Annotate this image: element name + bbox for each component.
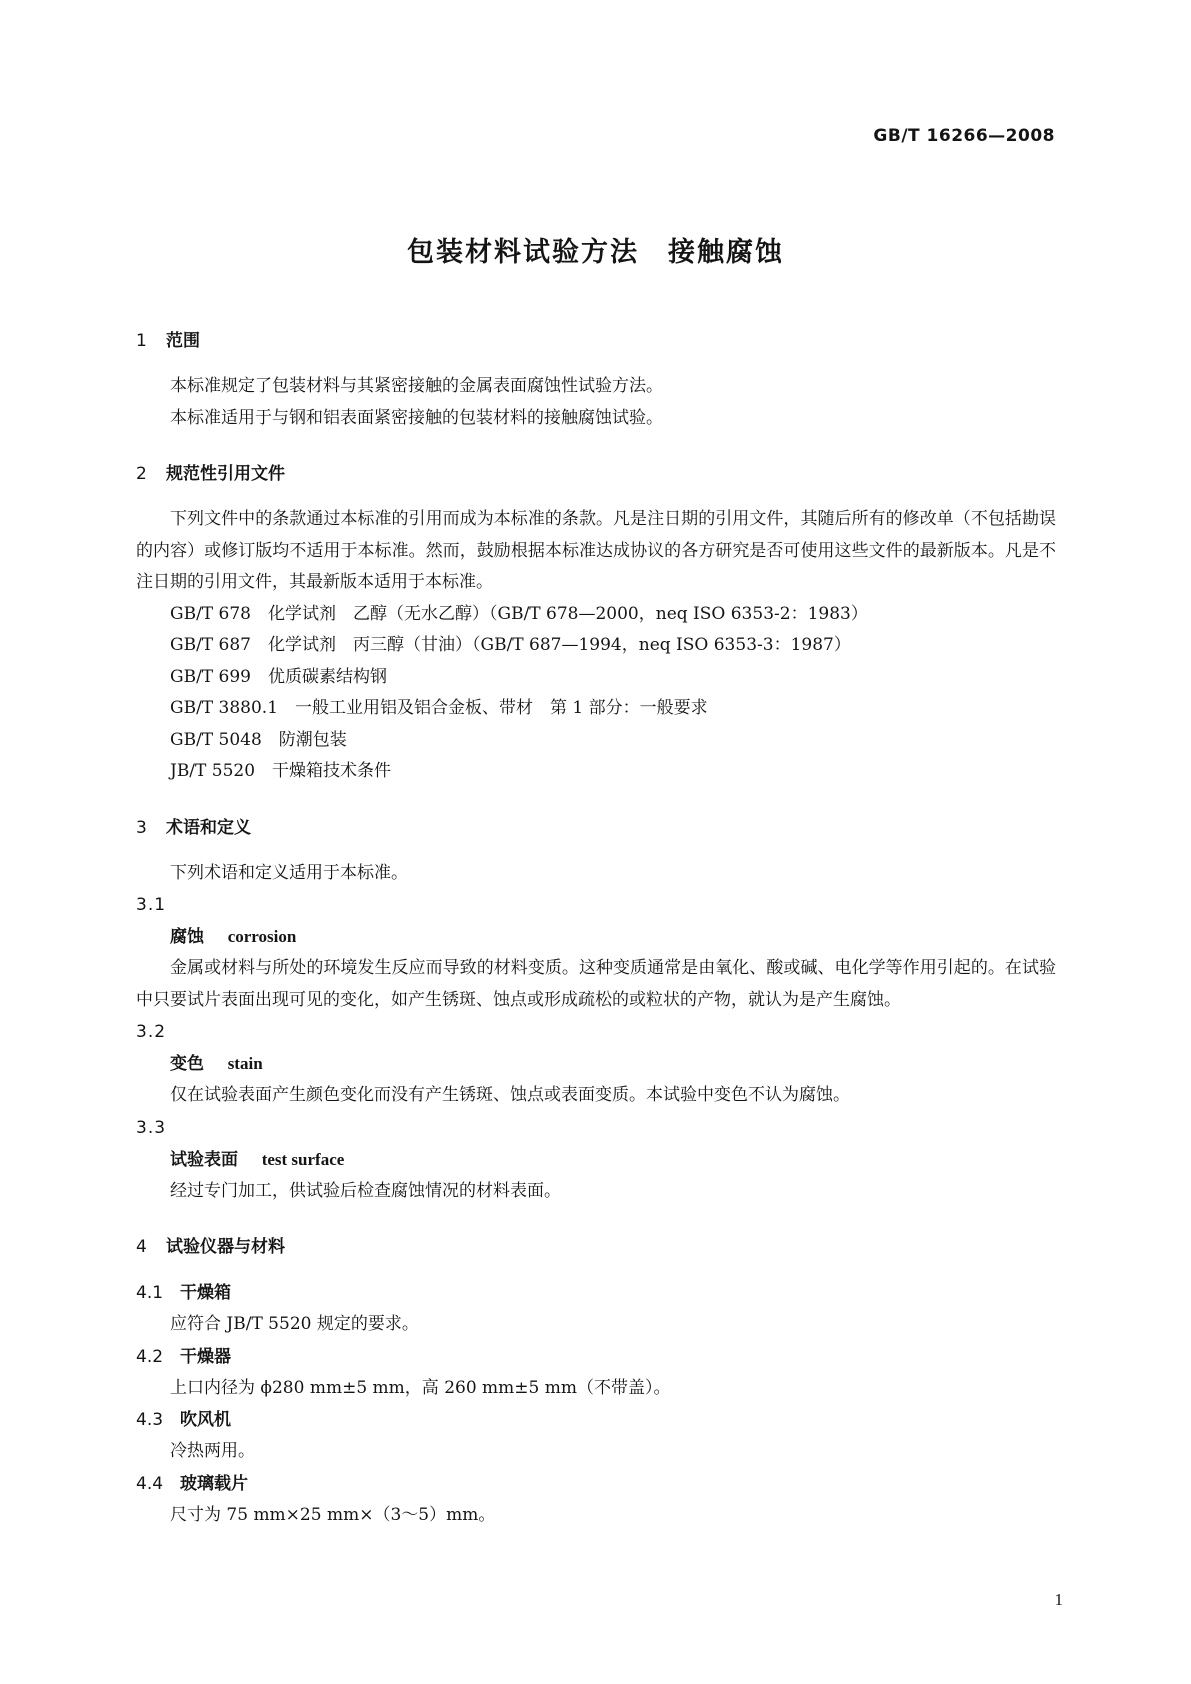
standard-number: GB/T 16266—2008 <box>873 126 1055 146</box>
term-heading <box>136 921 1056 953</box>
subsection-text: 应符合 JB/T 5520 规定的要求。 <box>170 1314 419 1334</box>
subsection-title: 玻璃载片 <box>180 1473 248 1494</box>
clause-number: 3.3 <box>136 1117 167 1138</box>
subsection-number: 4.3 <box>136 1410 164 1430</box>
section-2-heading <box>136 458 1056 490</box>
document-title: 包装材料试验方法 接触腐蚀 <box>407 237 784 268</box>
reference-item: GB/T 699 优质碳素结构钢 <box>170 666 387 687</box>
subsection-title: 干燥箱 <box>180 1283 231 1303</box>
paragraph: 本标准规定了包装材料与其紧密接触的金属表面腐蚀性试验方法。 <box>170 376 663 396</box>
subsection-number: 4.4 <box>136 1473 164 1494</box>
term-definition: 仅在试验表面产生颜色变化而没有产生锈斑、蚀点或表面变质。本试验中变色不认为腐蚀。 <box>170 1085 850 1105</box>
term-heading <box>136 1144 1056 1176</box>
clause-number: 3.2 <box>136 1022 167 1042</box>
paragraph: 下列术语和定义适用于本标准。 <box>170 862 408 883</box>
subsection-text: 尺寸为 75 mm×25 mm×（3～5）mm。 <box>170 1504 496 1525</box>
reference-item: GB/T 5048 防潮包装 <box>170 729 347 750</box>
term-definition: 金属或材料与所处的环境发生反应而导致的材料变质。这种变质通常是由氧化、酸或碱、电化学等作用引起的。在试验中只要试片表面出现可见的变化，如产生锈斑、蚀点或形成疏松的或粒状的产物，就认为是产生腐蚀。 <box>136 958 1056 1010</box>
term-en: corrosion <box>227 927 297 946</box>
section-1-heading <box>136 325 1056 357</box>
subsection-text: 冷热两用。 <box>170 1441 255 1461</box>
reference-item: JB/T 5520 干燥箱技术条件 <box>170 761 392 781</box>
section-title: 范围 <box>166 331 200 351</box>
subsection-heading <box>136 1404 1056 1436</box>
section-title: 术语和定义 <box>166 817 251 838</box>
subsection-text: 上口内径为 ϕ280 mm±5 mm，高 260 mm±5 mm（不带盖）。 <box>170 1377 671 1398</box>
term-en: stain <box>227 1054 263 1073</box>
paragraph: 本标准适用于与钢和铝表面紧密接触的包装材料的接触腐蚀试验。 <box>170 407 663 428</box>
page-number: 1 <box>1054 1590 1063 1609</box>
section-3-heading <box>136 812 1056 844</box>
subsection-number: 4.1 <box>136 1283 164 1303</box>
term-cn: 变色 <box>170 1054 204 1074</box>
reference-item: GB/T 678 化学试剂 乙醇（无水乙醇）（GB/T 678—2000，neq ISO 6353-2：1983） <box>170 603 868 624</box>
section-number: 2 <box>136 464 147 484</box>
term-definition: 经过专门加工，供试验后检查腐蚀情况的材料表面。 <box>170 1180 561 1201</box>
subsection-heading <box>136 1341 1056 1373</box>
section-title: 试验仪器与材料 <box>166 1237 285 1257</box>
reference-item: GB/T 3880.1 一般工业用铝及铝合金板、带材 第 1 部分：一般要求 <box>170 698 708 718</box>
term-cn: 腐蚀 <box>170 927 204 947</box>
section-4-heading <box>136 1231 1056 1263</box>
section-title: 规范性引用文件 <box>166 464 285 484</box>
subsection-heading <box>136 1277 1056 1309</box>
section-number: 4 <box>136 1237 147 1257</box>
subsection-title: 吹风机 <box>180 1410 231 1430</box>
reference-item: GB/T 687 化学试剂 丙三醇（甘油）（GB/T 687—1994，neq ISO 6353-3：1987） <box>170 635 851 655</box>
section-number: 3 <box>136 817 147 838</box>
section-number: 1 <box>136 331 147 351</box>
term-en: test surface <box>261 1149 345 1169</box>
term-cn: 试验表面 <box>170 1149 238 1170</box>
clause-number: 3.1 <box>136 895 167 915</box>
term-heading <box>136 1048 1056 1080</box>
subsection-title: 干燥器 <box>180 1346 231 1367</box>
subsection-number: 4.2 <box>136 1346 164 1367</box>
document-body <box>136 325 1056 1531</box>
paragraph: 下列文件中的条款通过本标准的引用而成为本标准的条款。凡是注日期的引用文件，其随后所有的修改单（不包括勘误的内容）或修订版均不适用于本标准。然而，鼓励根据本标准达成协议的各方研究是否可使用这些文件的最新版本。凡是不注日期的引用文件，其最新版本适用于本标准。 <box>136 509 1056 592</box>
subsection-heading <box>136 1468 1056 1500</box>
